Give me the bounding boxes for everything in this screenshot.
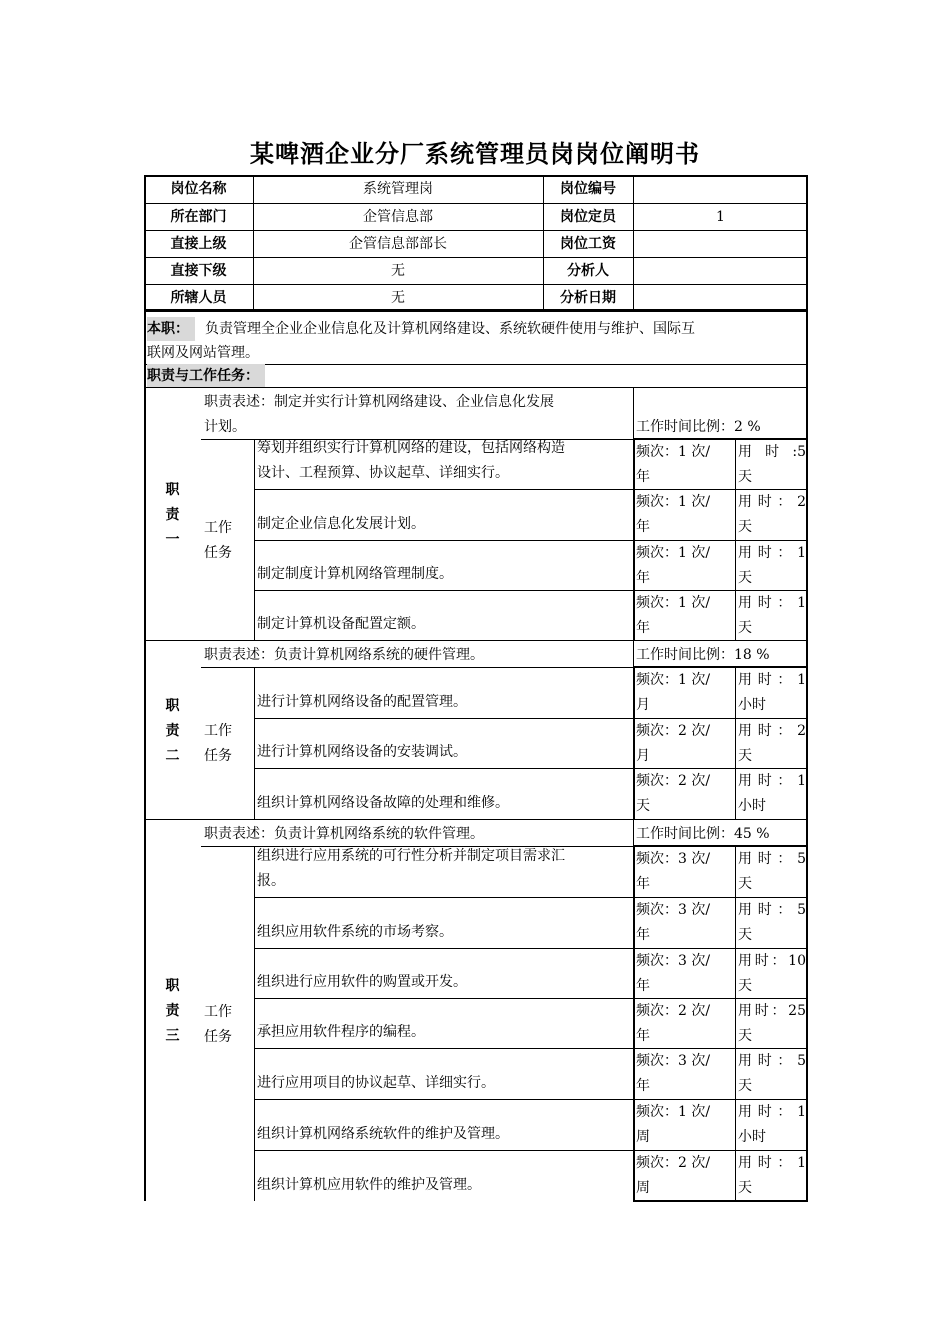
task-label: 工作 (204, 723, 232, 739)
job-description-table (144, 175, 808, 1201)
duties-heading: 职责与工作任务： (147, 364, 265, 388)
duty-desc-underline (201, 667, 633, 668)
document-title: 某啤酒企业分厂系统管理员岗岗位阐明书 (250, 140, 700, 168)
task-frequency: 频次：1 次/ (636, 595, 711, 611)
duty-description: 职责表述：负责计算机网络系统的硬件管理。 (204, 647, 484, 663)
task-frequency: 频次：3 次/ (636, 902, 711, 918)
task-text: 进行应用项目的协议起草、详细实行。 (257, 1075, 495, 1091)
task-frequency: 年 (636, 1028, 650, 1044)
info-label: 所辖人员 (170, 290, 227, 306)
time-left-rule (735, 667, 736, 819)
task-frequency: 频次：2 次/ (636, 1003, 711, 1019)
duty-name: 职 (165, 697, 180, 714)
info-label: 岗位定员 (560, 209, 616, 225)
duty-name: 二 (165, 747, 180, 764)
benzhi-label: 本职： (147, 317, 195, 341)
duty-name: 责 (165, 1003, 180, 1019)
task-duration: 用时：10 (738, 953, 806, 969)
task-frequency: 频次：3 次/ (636, 851, 711, 867)
task-text: 组织进行应用软件的购置或开发。 (257, 974, 467, 990)
task-duration: 天 (738, 1180, 752, 1196)
task-frequency: 频次：1 次/ (636, 444, 711, 460)
task-duration: 用 时 :5 (738, 444, 806, 460)
info-label: 所在部门 (170, 209, 227, 225)
task-frequency: 年 (636, 876, 650, 892)
duty-name: 责 (165, 722, 180, 739)
task-frequency: 频次：2 次/ (636, 723, 711, 739)
info-value: 企管信息部部长 (349, 236, 447, 252)
task-row-rule (254, 897, 808, 898)
task-row-rule (254, 768, 808, 769)
info-label: 岗位工资 (560, 236, 616, 252)
section-rule (144, 387, 808, 388)
task-label: 任务 (204, 748, 232, 764)
duty-separator (144, 819, 808, 820)
task-duration: 天 (738, 570, 752, 586)
duty-description: 职责表述：制定并实行计算机网络建设、企业信息化发展 (204, 394, 554, 410)
info-value: 1 (716, 209, 725, 225)
task-frequency: 月 (636, 697, 650, 713)
task-frequency: 年 (636, 927, 650, 943)
ratio-left-rule (633, 819, 634, 846)
task-frequency: 年 (636, 519, 650, 535)
task-label: 工作 (204, 1003, 232, 1020)
info-row-rule (144, 257, 808, 258)
task-text: 报。 (257, 873, 285, 889)
task-duration: 用时：1 (738, 672, 806, 688)
task-duration: 天 (738, 876, 752, 892)
duty-name: 职 (165, 978, 180, 994)
duty-name: 一 (165, 531, 180, 548)
duty-description: 计划。 (204, 419, 246, 435)
task-frequency: 年 (636, 978, 650, 994)
task-duration: 小时 (738, 697, 766, 713)
duty-name: 职 (165, 481, 180, 498)
benzhi-text-line: 联网及网站管理。 (147, 345, 259, 361)
task-frequency: 年 (636, 620, 650, 636)
task-text: 承担应用软件程序的编程。 (257, 1024, 425, 1040)
ratio-left-rule (633, 387, 634, 439)
task-row-rule (254, 1150, 808, 1151)
info-value: 系统管理岗 (363, 181, 433, 197)
task-duration: 天 (738, 1028, 752, 1044)
task-frequency: 月 (636, 748, 650, 764)
duty-description: 职责表述：负责计算机网络系统的软件管理。 (204, 826, 484, 842)
task-text: 组织进行应用系统的可行性分析并制定项目需求汇 (257, 848, 565, 864)
task-text-rule (254, 667, 255, 819)
task-duration: 小时 (738, 1129, 766, 1145)
info-label: 分析日期 (560, 290, 616, 306)
task-duration: 天 (738, 469, 752, 485)
task-frequency: 年 (636, 1078, 650, 1094)
info-row-rule (144, 284, 808, 285)
task-text: 组织计算机网络系统软件的维护及管理。 (257, 1126, 509, 1142)
task-frequency: 频次：1 次/ (636, 494, 711, 510)
task-text: 制定计算机设备配置定额。 (257, 616, 425, 632)
task-text: 组织计算机应用软件的维护及管理。 (257, 1177, 481, 1193)
time-ratio: 工作时间比例：45 % (636, 826, 770, 842)
task-duration: 用时：25 (738, 1003, 806, 1019)
task-frequency: 频次：1 次/ (636, 1104, 711, 1120)
task-row-rule (254, 489, 808, 490)
task-duration: 用时：5 (738, 851, 806, 867)
task-duration: 用时：1 (738, 1104, 806, 1120)
info-row-rule (144, 311, 808, 312)
info-label: 直接下级 (170, 263, 227, 279)
task-frequency: 频次：2 次/ (636, 773, 711, 789)
task-duration: 用时：2 (738, 723, 806, 739)
task-row-rule (254, 718, 808, 719)
task-frequency: 周 (636, 1180, 650, 1196)
task-frequency: 频次：3 次/ (636, 953, 711, 969)
task-duration: 天 (738, 1078, 752, 1094)
task-text: 组织计算机网络设备故障的处理和维修。 (257, 795, 509, 811)
task-text: 组织应用软件系统的市场考察。 (257, 924, 453, 940)
task-text: 进行计算机网络设备的安装调试。 (257, 744, 467, 760)
task-duration: 用时：1 (738, 595, 806, 611)
task-label: 工作 (204, 519, 232, 536)
task-label: 任务 (204, 544, 232, 561)
time-ratio: 工作时间比例：2 % (636, 419, 761, 435)
task-duration: 天 (738, 978, 752, 994)
task-text: 制定企业信息化发展计划。 (257, 516, 425, 532)
info-label: 分析人 (567, 263, 609, 279)
task-text: 设计、工程预算、协议起草、详细实行。 (257, 465, 509, 481)
time-ratio: 工作时间比例：18 % (636, 647, 770, 663)
info-row-rule (144, 230, 808, 231)
task-row-rule (254, 540, 808, 541)
info-label: 直接上级 (170, 236, 227, 252)
task-label: 任务 (204, 1028, 232, 1045)
duty-name: 责 (165, 506, 180, 523)
task-text: 制定制度计算机网络管理制度。 (257, 566, 453, 582)
task-duration: 天 (738, 927, 752, 943)
task-frequency: 年 (636, 469, 650, 485)
info-value: 无 (391, 290, 405, 306)
duty-separator (144, 640, 808, 641)
info-label: 岗位编号 (560, 181, 616, 197)
info-col-rule (633, 175, 634, 311)
task-row-rule (254, 1099, 808, 1100)
time-left-rule (735, 846, 736, 1201)
task-text-rule (254, 846, 255, 1201)
duty-name: 三 (165, 1028, 180, 1044)
task-row-rule (254, 948, 808, 949)
info-row-rule (144, 203, 808, 204)
task-frequency: 频次：1 次/ (636, 545, 711, 561)
info-value: 无 (391, 263, 405, 279)
task-text: 进行计算机网络设备的配置管理。 (257, 694, 467, 710)
task-duration: 用时：1 (738, 773, 806, 789)
task-duration: 天 (738, 519, 752, 535)
task-duration: 用时：1 (738, 545, 806, 561)
task-frequency: 频次：2 次/ (636, 1155, 711, 1171)
freq-left-rule (633, 846, 635, 1201)
task-frequency: 频次：3 次/ (636, 1053, 711, 1069)
ratio-left-rule (633, 640, 634, 667)
task-duration: 用时：5 (738, 902, 806, 918)
task-row-rule (254, 1048, 808, 1049)
task-text: 筹划并组织实行计算机网络的建设，包括网络构造 (257, 440, 565, 456)
task-frequency: 周 (636, 1129, 650, 1145)
freq-left-rule (633, 667, 635, 819)
benzhi-text-line: 负责管理全企业企业信息化及计算机网络建设、系统软硬件使用与维护、国际互 (205, 321, 695, 337)
task-duration: 用时：5 (738, 1053, 806, 1069)
task-duration: 小时 (738, 798, 766, 814)
info-value: 企管信息部 (363, 209, 433, 225)
task-duration: 用时：2 (738, 494, 806, 510)
table-bottom-rule (633, 1200, 808, 1202)
task-duration: 用时：1 (738, 1155, 806, 1171)
task-frequency: 频次：1 次/ (636, 672, 711, 688)
info-label: 岗位名称 (170, 181, 227, 197)
task-row-rule (254, 590, 808, 591)
task-duration: 天 (738, 620, 752, 636)
task-duration: 天 (738, 748, 752, 764)
task-row-rule (254, 998, 808, 999)
task-frequency: 年 (636, 570, 650, 586)
task-frequency: 天 (636, 798, 650, 814)
